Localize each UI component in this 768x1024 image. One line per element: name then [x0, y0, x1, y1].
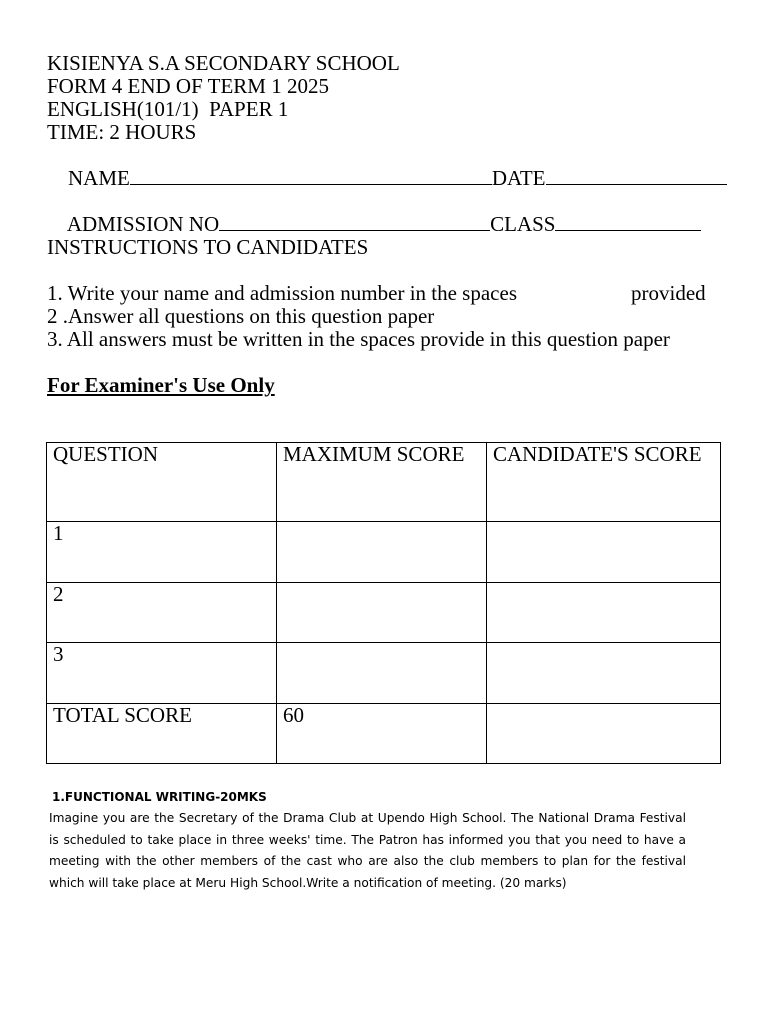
date-label: DATE [491, 166, 546, 190]
examiner-title: For Examiner's Use Only [47, 373, 275, 397]
exam-title: FORM 4 END OF TERM 1 2025 [47, 74, 329, 98]
row-question: 2 [47, 583, 277, 643]
row-question: 1 [47, 522, 277, 583]
instruction-1: 1. Write your name and admission number in the spaces [47, 281, 517, 305]
school-name: KISIENYA S.A SECONDARY SCHOOL [47, 51, 400, 75]
header-question: QUESTION [47, 443, 277, 522]
exam-header [47, 52, 400, 144]
section-1-title: 1.FUNCTIONAL WRITING-20MKS [52, 790, 267, 804]
admission-label: ADMISSION NO [66, 212, 220, 236]
class-blank[interactable] [555, 213, 701, 231]
paper-title: ENGLISH(101/1) PAPER 1 [47, 97, 289, 121]
instruction-2: 2 .Answer all questions on this question paper [47, 304, 435, 328]
header-candidate-score: CANDIDATE'S SCORE [487, 443, 721, 522]
class-label: CLASS [490, 212, 556, 236]
row-question: 3 [47, 643, 277, 704]
score-table [46, 442, 721, 764]
table-row [47, 522, 721, 583]
row-max-score [277, 643, 487, 704]
date-blank[interactable] [546, 167, 727, 185]
section-1-body: Imagine you are the Secretary of the Drama Club at Upendo High School. The National Drama Festival is scheduled to take place in three weeks' time. The Patron has informed you that you need to have a meeting with the other members of the cast who are also the club members to plan for the festival which will take place at Meru High School.Write a notification of meeting. (20 marks) [49, 811, 686, 890]
instructions-title: INSTRUCTIONS TO CANDIDATES [47, 235, 369, 259]
row-question: TOTAL SCORE [47, 704, 277, 764]
table-row [47, 643, 721, 704]
row-max-score [277, 522, 487, 583]
exam-time: TIME: 2 HOURS [47, 120, 197, 144]
row-candidate-score[interactable] [487, 643, 721, 704]
row-candidate-score[interactable] [487, 522, 721, 583]
row-candidate-score[interactable] [487, 704, 721, 764]
row-max-score [277, 583, 487, 643]
name-blank[interactable] [130, 167, 492, 185]
table-row [47, 704, 721, 764]
table-row [47, 583, 721, 643]
row-max-score: 60 [277, 704, 487, 764]
row-candidate-score[interactable] [487, 583, 721, 643]
instruction-1-cont: provided [631, 281, 706, 305]
header-max-score: MAXIMUM SCORE [277, 443, 487, 522]
admission-blank[interactable] [219, 213, 490, 231]
instruction-3: 3. All answers must be written in the spaces provide in this question paper [47, 327, 670, 351]
name-label: NAME [68, 166, 130, 190]
table-header-row [47, 443, 721, 522]
